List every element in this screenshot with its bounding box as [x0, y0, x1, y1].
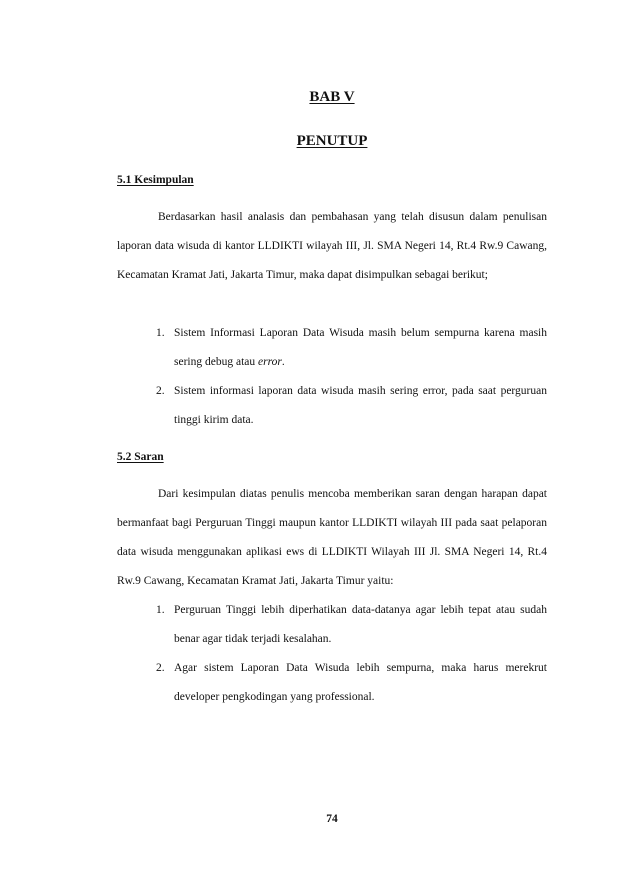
- list-item-number: 1.: [156, 327, 165, 339]
- list-item: [117, 319, 547, 377]
- section-heading-kesimpulan: 5.1 Kesimpulan: [117, 174, 194, 186]
- list-item: [117, 596, 547, 654]
- paragraph-saran: Dari kesimpulan diatas penulis mencoba memberikan saran dengan harapan dapat bermanfaat bagi Perguruan Tinggi maupun kantor LLDIKTI wilayah III pada saat pelaporan data wisuda menggunakan aplikasi ews di LLDIKTI Wilayah III Jl. SMA Negeri 14, Rt.4 Rw.9 Cawang, Kecamatan Kramat Jati, Jakarta Timur yaitu:: [117, 488, 547, 587]
- list-kesimpulan: [117, 319, 547, 435]
- list-item-text: Perguruan Tinggi lebih diperhatikan data-datanya agar lebih tepat atau sudah benar agar tidak terjadi kesalahan.: [174, 604, 547, 645]
- page-number: 74: [326, 813, 338, 825]
- list-saran: [117, 596, 547, 712]
- list-item-number: 1.: [156, 604, 165, 616]
- chapter-title: PENUTUP: [296, 133, 368, 149]
- list-item: [117, 377, 547, 435]
- emphasis-text: error: [258, 356, 282, 368]
- list-item-text: Sistem informasi laporan data wisuda masih sering error, pada saat perguruan tinggi kirim data.: [174, 385, 547, 426]
- list-item: [117, 654, 547, 712]
- chapter-number: BAB V: [309, 89, 355, 105]
- section-heading-saran: 5.2 Saran: [117, 451, 164, 463]
- list-item-text: Agar sistem Laporan Data Wisuda lebih sempurna, maka harus merekrut developer pengkodingan yang professional.: [174, 662, 547, 703]
- list-item-number: 2.: [156, 662, 165, 674]
- list-item-text: Sistem Informasi Laporan Data Wisuda masih belum sempurna karena masih sering debug atau error.: [174, 327, 547, 368]
- paragraph-kesimpulan: Berdasarkan hasil analasis dan pembahasan yang telah disusun dalam penulisan laporan data wisuda di kantor LLDIKTI wilayah III, Jl. SMA Negeri 14, Rt.4 Rw.9 Cawang, Kecamatan Kramat Jati, Jakarta Timur, maka dapat disimpulkan sebagai berikut;: [117, 211, 547, 281]
- list-item-number: 2.: [156, 385, 165, 397]
